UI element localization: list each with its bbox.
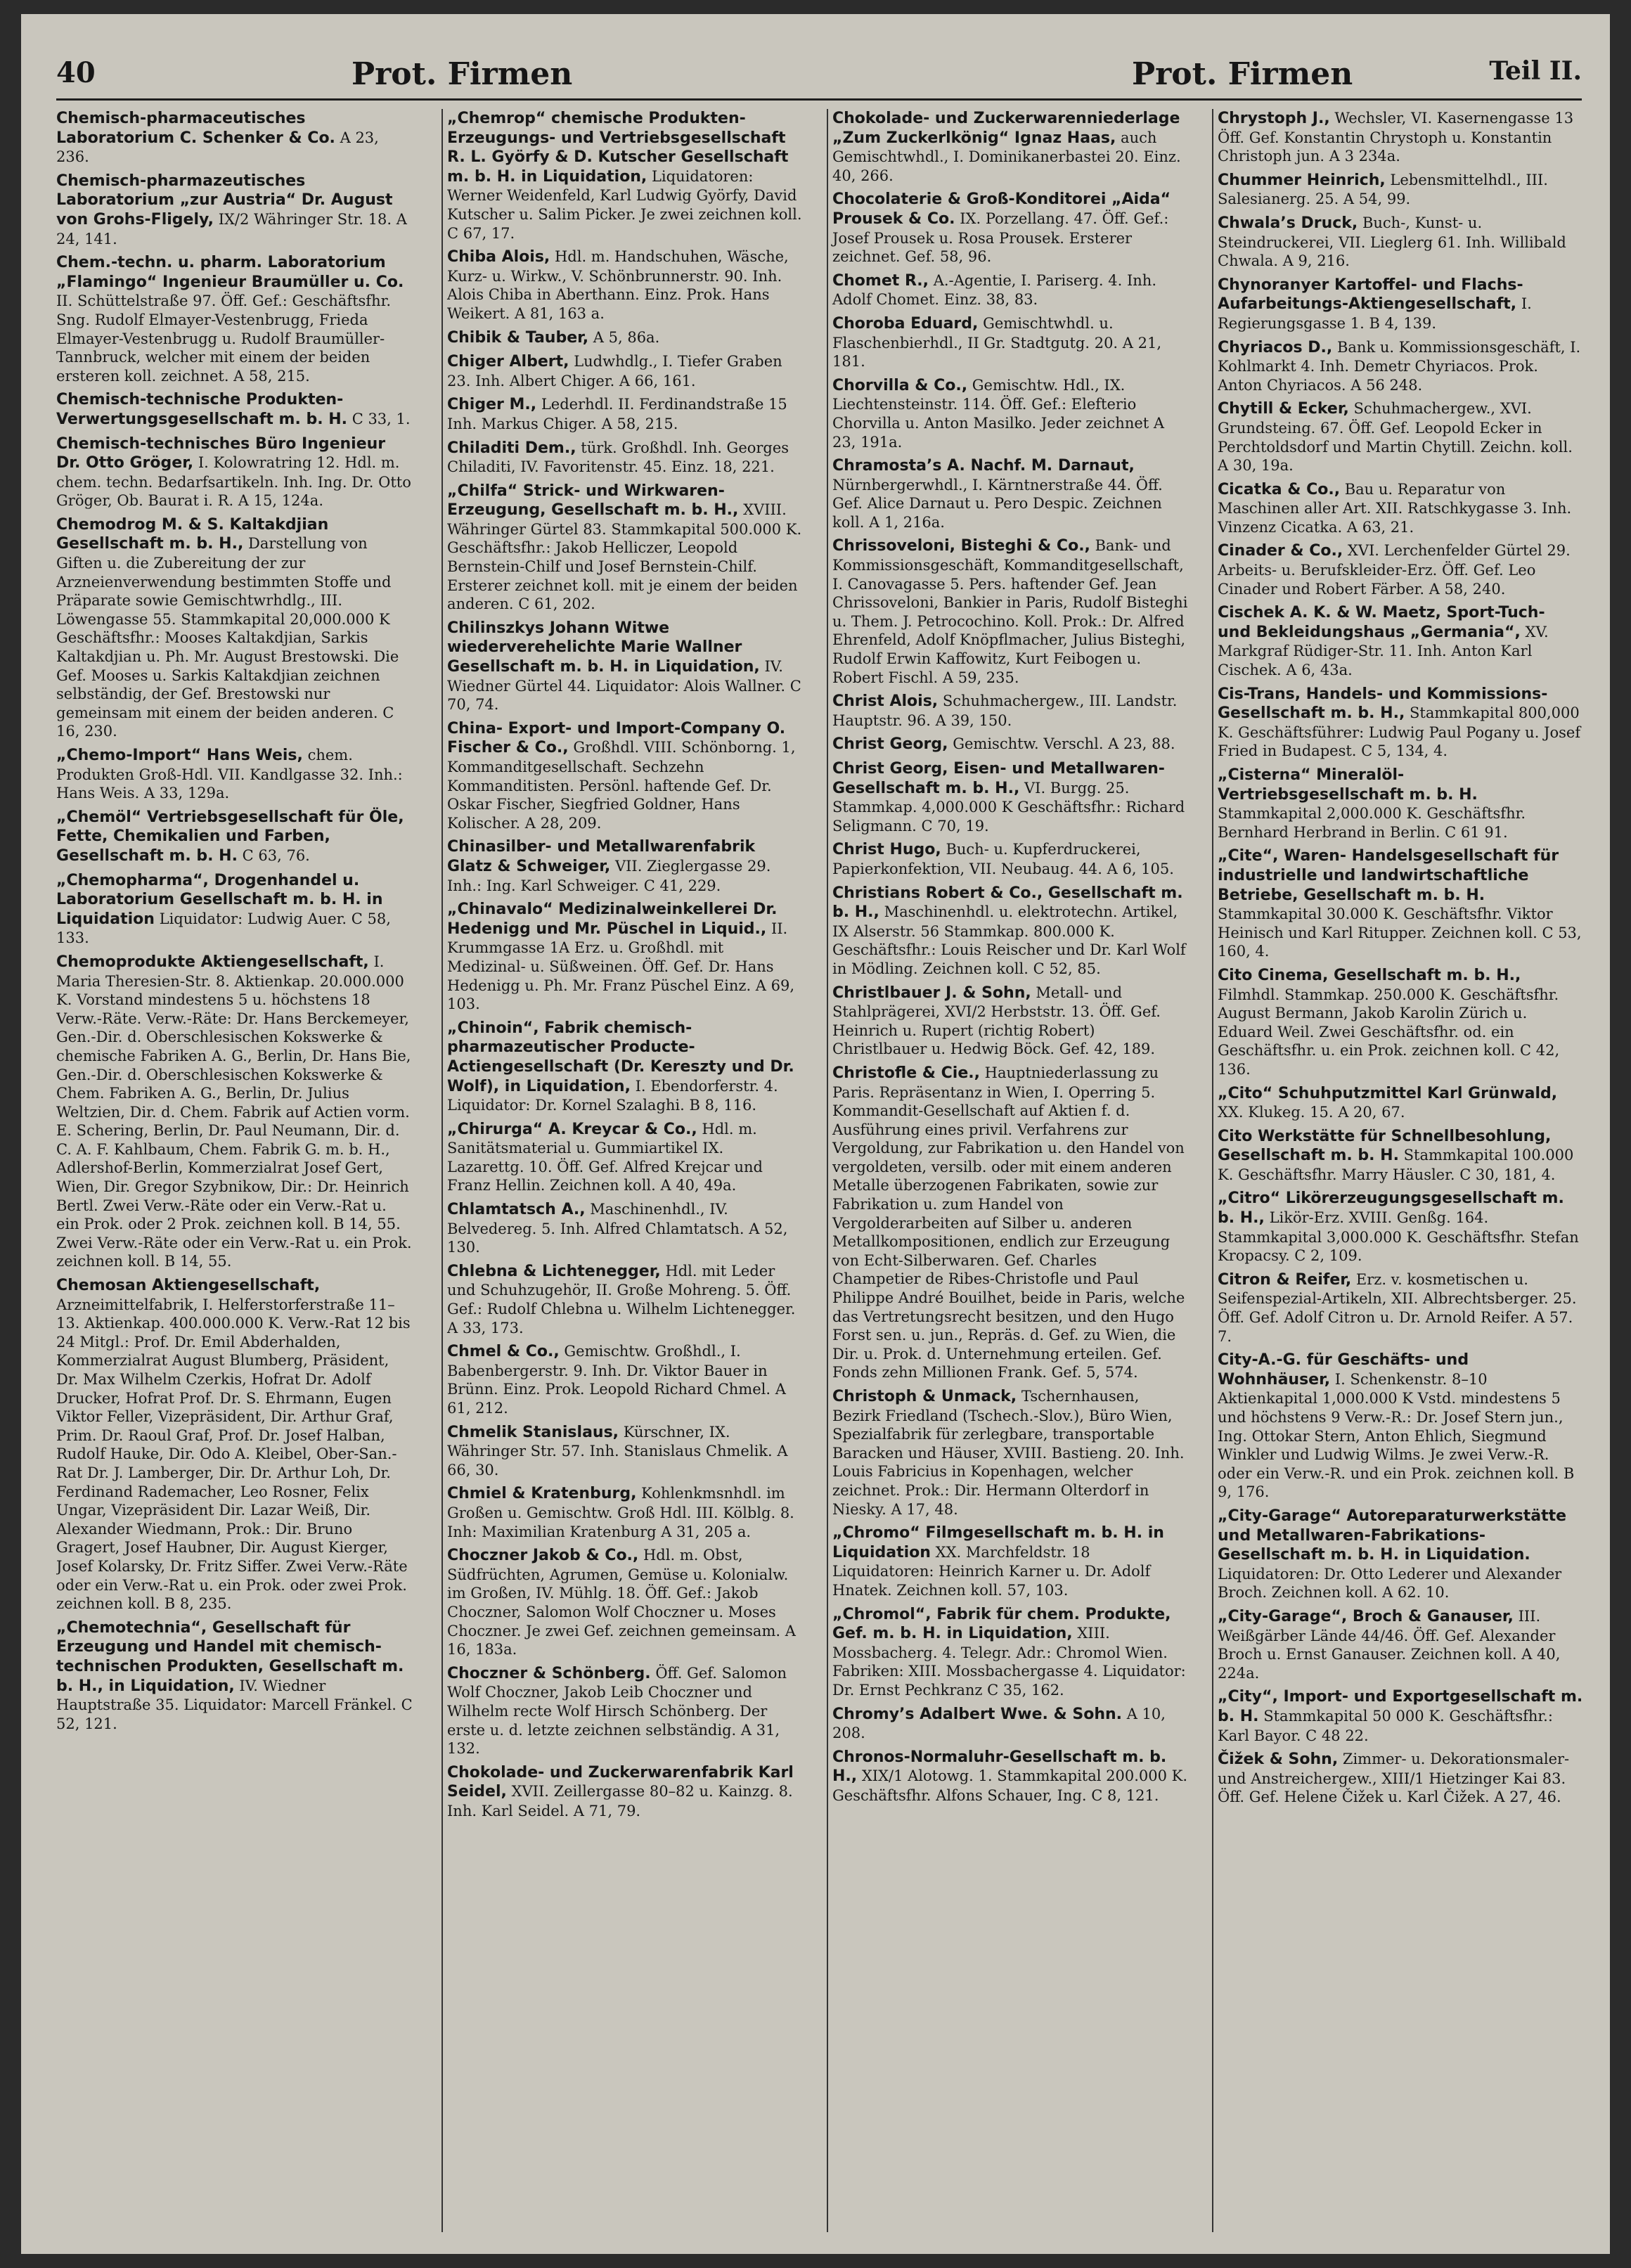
firm-name: Christians Robert & Co., Gesellschaft m. b. H., — [832, 884, 1183, 922]
directory-entry — [447, 352, 804, 390]
entry-details: I. Regierungsgasse 1. B 4, 139. — [1218, 295, 1532, 332]
directory-entry — [447, 1019, 804, 1115]
firm-name: Chmiel & Kratenburg, — [447, 1485, 637, 1503]
directory-entry — [447, 619, 804, 714]
directory-entry — [832, 735, 1190, 754]
entry-details: I. Kolowratring 12. Hdl. m. chem. techn. Bedarfsartikeln. Inh. Ing. Dr. Otto Gröger, Ob. Baurat i. R. A 15, 124a. — [56, 454, 411, 510]
firm-name: „Chemopharma“, Drogenhandel u. Laboratorium Gesellschaft m. b. H. in Liquidation — [56, 871, 383, 928]
firm-name: Christoph & Unmack, — [832, 1388, 1017, 1405]
directory-entry — [832, 109, 1190, 185]
directory-entry — [832, 271, 1190, 309]
firm-name: Chemisch-technische Produkten-Verwertungsgesellschaft m. b. H. — [56, 391, 348, 428]
entry-details: Bank- und Kommissionsgeschäft, Kommanditgesellschaft, I. Canovagasse 5. Pers. haftender Gef. Jean Chrissoveloni, Bankier in Paris, Rudolf Bisteghi u. Them. J. Petrocochino. Koll. Prok.: Dr. Alfred Ehrenfeld, Adolf Knöpflmacher, Julius Bisteghi, Rudolf Erwin Kaffowitz, Kurt Feibogen u. Robert Fischl. A 59, 235. — [832, 537, 1188, 686]
entry-details: Kohlenkmsnhdl. im Großen u. Gemischtw. Groß Hdl. III. Kölblg. 8. Inh: Maximilian Kratenburg A 31, 205 a. — [447, 1485, 794, 1540]
firm-name: Chlamtatsch A., — [447, 1201, 586, 1219]
directory-entry — [447, 1200, 804, 1257]
firm-name: Chrystoph J., — [1218, 110, 1330, 127]
directory-entry — [1218, 846, 1583, 961]
directory-entry — [832, 456, 1190, 531]
directory-entry — [1218, 1084, 1583, 1122]
entry-details: XIX/1 Alotowg. 1. Stammkapital 200.000 K. Geschäftsfhr. Alfons Schauer, Ing. C 8, 121. — [832, 1767, 1188, 1804]
firm-name: Chem.-techn. u. pharm. Laboratorium „Flamingo“ Ingenieur Braumüller u. Co. — [56, 254, 404, 291]
firm-name: „Chromol“, Fabrik für chem. Produkte, Gef. m. b. H. in Liquidation, — [832, 1605, 1171, 1643]
entry-details: Stammkapital 100.000 K. Geschäftsfhr. Marry Häusler. C 30, 181, 4. — [1218, 1147, 1574, 1183]
directory-entry — [1218, 276, 1583, 333]
firm-name: „City-Garage“, Broch & Ganauser, — [1218, 1607, 1514, 1625]
directory-entry — [56, 434, 413, 510]
directory-entry — [1218, 1351, 1583, 1502]
directory-entry — [447, 482, 804, 614]
entry-details: Maschinenhdl. u. elektrotechn. Artikel, IX Alserstr. 56 Stammkap. 800.000 K. Geschäftsfhr.: Louis Reischer und Dr. Karl Wolf in Mödling. Zeichnen koll. C 52, 85. — [832, 903, 1186, 977]
entry-details: Stammkapital 30.000 K. Geschäftsfhr. Viktor Heinisch und Karl Ritupper. Zeichnen koll. C 53, 160, 4. — [1218, 906, 1582, 960]
entry-details: Stammkapital 2,000.000 K. Geschäftsfhr. Bernhard Herbrand in Berlin. C 61 91. — [1218, 805, 1526, 841]
directory-entry — [56, 109, 413, 167]
firm-name: Chemoprodukte Aktiengesellschaft, — [56, 953, 369, 971]
firm-name: „Chemrop“ chemische Produkten-Erzeugungs- und Vertriebsgesellschaft R. L. Györfy & D. Kutscher Gesellschaft m. b. H. in Liquidation, — [447, 110, 789, 186]
entry-details: C 33, 1. — [352, 410, 411, 427]
entry-details: III. Weißgärber Lände 44/46. Öff. Gef. Alexander Broch u. Ernst Ganauser. Zeichnen koll. A 40, 224a. — [1218, 1607, 1561, 1682]
entry-details: Schuhmachergew., III. Landstr. Hauptstr. 96. A 39, 150. — [832, 692, 1178, 729]
firm-name: Chokolade- und Zuckerwarenfabrik Karl Seidel, — [447, 1763, 794, 1801]
directory-entry — [832, 759, 1190, 835]
firm-name: Cito Werkstätte für Schnellbesohlung, Gesellschaft m. b. H. — [1218, 1127, 1552, 1165]
firm-name: Chynoranyer Kartoffel- und Flachs-Aufarbeitungs-Aktiengesellschaft, — [1218, 276, 1523, 314]
firm-name: Chemosan Aktiengesellschaft, — [56, 1277, 321, 1295]
entry-details: Gemischtw. Hdl., IX. Liechtensteinstr. 114. Öff. Gef.: Elefterio Chorvilla u. Anton Masilko. Jeder zeichnet A 23, 191a. — [832, 376, 1165, 451]
directory-entry — [447, 247, 804, 323]
directory-entry — [1218, 1750, 1583, 1807]
entry-details: Liquidator: Ludwig Auer. C 58, 133. — [56, 910, 391, 947]
firm-name: Cicatka & Co., — [1218, 480, 1341, 498]
firm-name: Cischek A. K. & W. Maetz, Sport-Tuch- und Bekleidungshaus „Germania“, — [1218, 604, 1545, 641]
directory-entry — [1218, 171, 1583, 209]
firm-name: „Chilfa“ Strick- und Wirkwaren-Erzeugung, Gesellschaft m. b. H., — [447, 482, 739, 520]
firm-name: Chiger M., — [447, 396, 537, 414]
entry-details: Tschernhausen, Bezirk Friedland (Tschech.-Slov.), Büro Wien, Spezialfabrik für zerlegbare, transportable Baracken und Häuser, XVIII. Bastieng. 20. Inh. Louis Fabricius in Kopenhagen, welcher zeichnet. Prok.: Dir. Hermann Olterdorf in Niesky. A 17, 48. — [832, 1388, 1185, 1518]
directory-entry — [56, 515, 413, 741]
directory-entry — [1218, 766, 1583, 842]
directory-entry — [832, 1605, 1190, 1700]
directory-entry — [832, 1523, 1190, 1599]
column-3 — [827, 109, 1190, 2232]
firm-name: Chytill & Ecker, — [1218, 400, 1349, 418]
firm-name: Chocolaterie & Groß-Konditorei „Aida“ Prousek & Co. — [832, 191, 1171, 228]
firm-name: Cinader & Co., — [1218, 542, 1343, 560]
firm-name: Cito Cinema, Gesellschaft m. b. H., — [1218, 966, 1521, 984]
firm-name: „Chirurga“ A. Kreycar & Co., — [447, 1120, 697, 1138]
directory-entry — [447, 395, 804, 433]
directory-entry — [56, 253, 413, 385]
entry-details: chem. Produkten Groß-Hdl. VII. Kandlgasse 32. Inh.: Hans Weis. A 33, 129a. — [56, 747, 403, 802]
firm-name: Chilinszkys Johann Witwe wiederverehelichte Marie Wallner Gesellschaft m. b. H. in Liquidation, — [447, 619, 760, 676]
column-1 — [56, 109, 413, 2232]
directory-entry — [832, 984, 1190, 1059]
directory-entry — [832, 692, 1190, 730]
firm-name: Chronos-Normaluhr-Gesellschaft m. b. H., — [832, 1748, 1167, 1786]
directory-entry — [447, 719, 804, 833]
entry-details: Bau u. Reparatur von Maschinen aller Art. XII. Ratschkygasse 3. Inh. Vinzenz Cicatka. A 63, 21. — [1218, 480, 1572, 536]
directory-entry — [56, 746, 413, 803]
entry-details: Arzneimittelfabrik, I. Helferstorferstraße 11–13. Aktienkap. 400.000.000 K. Verw.-Rat 12 bis 24 Mitgl.: Prof. Dr. Emil Abderhalden, Kommerzialrat August Blumberg, Präsident, Dr. Max Wilhelm Czerkis, Hofrat Dr. Adolf Drucker, Hofrat Prof. Dr. S. Ehrmann, Eugen Viktor Feller, Vizepräsident, Dir. Arthur Graf, Prim. Dr. Raoul Graf, Prof. Dr. Josef Halban, Rudolf Hauke, Dir. Odo A. Kleibel, Ober-San.-Rat Dr. J. Lamberger, Dir. Dr. Arthur Loh, Dr. Ferdinand Rademacher, Leo Rosner, Felix Ungar, Vizepräsident Dir. Lazar Weiß, Dir. Alexander Wiedmann, Prok.: Dir. Bruno Gragert, Josef Haubner, Dir. August Kierger, Josef Kolarsky, Dr. Fritz Siffer. Zwei Verw.-Räte oder ein Verw.-Rat u. ein Prok. oder zwei Prok. zeichnen koll. B 8, 235. — [56, 1296, 411, 1613]
directory-entry — [56, 390, 413, 429]
directory-entry — [447, 900, 804, 1014]
entry-details: C 63, 76. — [242, 846, 310, 864]
entry-details: A 5, 86a. — [593, 328, 660, 346]
page-header — [56, 42, 1582, 101]
directory-entry — [447, 1120, 804, 1195]
directory-entry — [1218, 1127, 1583, 1185]
entry-details: VI. Burgg. 25. Stammkap. 4,000.000 K Geschäftsfhr.: Richard Seligmann. C 70, 19. — [832, 779, 1185, 835]
entry-details: XVII. Zeillergasse 80–82 u. Kainzg. 8. Inh. Karl Seidel. A 71, 79. — [447, 1783, 793, 1819]
directory-entry — [447, 1423, 804, 1480]
directory-entry — [56, 808, 413, 866]
directory-entry — [832, 1387, 1190, 1519]
directory-entry — [832, 536, 1190, 687]
firm-name: „Chemöl“ Vertriebsgesellschaft für Öle, Fette, Chemikalien und Farben, Gesellschaft m. b. H. — [56, 808, 404, 865]
firm-name: „Chemo-Import“ Hans Weis, — [56, 747, 303, 764]
entry-details: XVIII. Währinger Gürtel 83. Stammkapital 500.000 K. Geschäftsfhr.: Jakob Helliczer, Leopold Bernstein-Chilf und Josef Bernstein-Chilf. Ersterer zeichnet koll. mit je einem der beiden anderen. C 61, 202. — [447, 501, 802, 613]
firm-name: „Cite“, Waren- Handelsgesellschaft für industrielle und landwirtschaftliche Betriebe, Gesellschaft m. b. H. — [1218, 847, 1559, 904]
firm-name: Citron & Reifer, — [1218, 1270, 1352, 1289]
directory-entry — [1218, 1607, 1583, 1682]
entry-details: Ludwhdlg., I. Tiefer Graben 23. Inh. Albert Chiger. A 66, 161. — [447, 353, 782, 389]
entry-details: I. Schenkenstr. 8–10 Aktienkapital 1,000.000 K Vstd. mindestens 5 und höchstens 9 Verw.-R.: Dr. Josef Stern jun., Ing. Ottokar Stern, Anton Ehlich, Siegmund Winkler und Ludwig Wilms. Je zwei Verw.-R. oder ein Verw.-R. und ein Prok. zeichnen koll. B 9, 176. — [1218, 1370, 1575, 1501]
entry-details: II. Schüttelstraße 97. Öff. Gef.: Geschäftsfhr. Sng. Rudolf Elmayer-Vestenbrugg, Frieda Elmayer-Vestenbrugg u. Rudolf Braumüller-Tannbruck, welcher mit einem der beiden ersteren koll. zeichnet. A 58, 215. — [56, 292, 392, 385]
entry-details: XV. Markgraf Rüdiger-Str. 11. Inh. Anton Karl Cischek. A 6, 43a. — [1218, 623, 1549, 679]
entry-details: Hdl. m. Handschuhen, Wäsche, Kurz- u. Wirkw., V. Schönbrunnerstr. 90. Inh. Alois Chiba in Aberthann. Einz. Prok. Hans Weikert. A 81, 163 a. — [447, 248, 789, 322]
entry-details: IV. Wiedner Hauptstraße 35. Liquidator: Marcell Fränkel. C 52, 121. — [56, 1677, 413, 1732]
directory-entry — [1218, 109, 1583, 166]
firm-name: Chinasilber- und Metallwarenfabrik Glatz & Schweiger, — [447, 838, 756, 875]
directory-entry — [832, 190, 1190, 266]
entry-details: I. Ebendorferstr. 4. Liquidator: Dr. Kornel Szalaghi. B 8, 116. — [447, 1077, 778, 1114]
entry-details: Buch-, Kunst- u. Steindruckerei, VII. Lieglerg 61. Inh. Willibald Chwala. A 9, 216. — [1218, 214, 1566, 270]
firm-name: Choroba Eduard, — [832, 314, 979, 333]
entry-details: A 23, 236. — [56, 129, 379, 166]
firm-name: Christ Alois, — [832, 692, 939, 711]
page-number: 40 — [56, 56, 96, 89]
directory-entry — [56, 1618, 413, 1734]
firm-name: „Cisterna“ Mineralöl-Vertriebsgesellschaft m. b. H. — [1218, 766, 1478, 804]
entry-details: IX. Porzellang. 47. Öff. Gef.: Josef Prousek u. Rosa Prousek. Ersterer zeichnet. Gef. 58, 96. — [832, 210, 1169, 266]
directory-entry — [1218, 214, 1583, 271]
entry-details: türk. Großhdl. Inh. Georges Chiladiti, IV. Favoritenstr. 45. Einz. 18, 221. — [447, 439, 789, 476]
firm-name: Chwala’s Druck, — [1218, 214, 1358, 232]
directory-page — [21, 14, 1610, 2254]
directory-entry — [447, 439, 804, 477]
firm-name: Chiladiti Dem., — [447, 439, 576, 457]
entry-details: Stammkapital 50 000 K. Geschäftsfhr.: Karl Bayor. C 48 22. — [1218, 1707, 1553, 1744]
directory-entry — [832, 1705, 1190, 1743]
directory-entry — [1218, 603, 1583, 679]
firm-name: Chorvilla & Co., — [832, 376, 968, 394]
directory-entry — [832, 314, 1190, 371]
firm-name: Christ Georg, — [832, 735, 948, 754]
firm-name: China- Export- und Import-Company O. Fischer & Co., — [447, 719, 786, 757]
firm-name: Cis-Trans, Handels- und Kommissions-Gesellschaft m. b. H., — [1218, 685, 1548, 723]
entry-details: Gemischtw. Großhdl., I. Babenbergerstr. 9. Inh. Dr. Viktor Bauer in Brünn. Einz. Prok. Leopold Richard Chmel. A 61, 212. — [447, 1343, 786, 1417]
firm-name: „Chinavalo“ Medizinalweinkellerei Dr. Hedenigg und Mr. Püschel in Liquid., — [447, 901, 778, 938]
directory-entry — [447, 1262, 804, 1337]
directory-entry — [832, 1064, 1190, 1382]
directory-entry — [1218, 1507, 1583, 1602]
directory-entry — [447, 1546, 804, 1659]
entry-details: IV. Wiedner Gürtel 44. Liquidator: Alois Wallner. C 70, 74. — [447, 658, 801, 714]
directory-entry — [447, 328, 804, 348]
entry-details: Bank u. Kommissionsgeschäft, I. Kohlmarkt 4. Inh. Demetr Chyriacos. Prok. Anton Chyriacos. A 56 248. — [1218, 338, 1581, 394]
entry-details: Likör-Erz. XVIII. Genßg. 164. Stammkapital 3,000.000 K. Geschäftsfhr. Stefan Kropacsy. C 2, 109. — [1218, 1209, 1579, 1265]
firm-name: Christ Georg, Eisen- und Metallwaren-Gesellschaft m. b. H., — [832, 760, 1165, 797]
directory-entry — [1218, 1270, 1583, 1346]
directory-entry — [447, 837, 804, 895]
firm-name: Chmel & Co., — [447, 1343, 560, 1361]
directory-entry — [56, 953, 413, 1271]
firm-name: „Chinoin“, Fabrik chemisch-pharmazeutischer Producte-Actiengesellschaft (Dr. Kereszty und Dr. Wolf), in Liquidation, — [447, 1019, 794, 1095]
firm-name: „Citro“ Likörerzeugungsgesellschaft m. b. H., — [1218, 1190, 1564, 1228]
firm-name: Chibik & Tauber, — [447, 328, 589, 347]
entry-details: Lebensmittelhdl., III. Salesianerg. 25. A 54, 99. — [1218, 171, 1548, 208]
entry-details: II. Krummgasse 1A Erz. u. Großhdl. mit Medizinal- u. Süßweinen. Öff. Gef. Dr. Hans Hedenigg u. Ph. Mr. Franz Püschel Einz. A 69, 103. — [447, 920, 795, 1013]
entry-details: Gemischtw. Verschl. A 23, 88. — [953, 735, 1175, 753]
entry-details: Großhdl. VIII. Schönborng. 1, Kommanditgesellschaft. Sechzehn Kommanditisten. Persönl. haftende Gef. Dr. Oskar Fischer, Siegfried Goldner, Hans Kolischer. A 28, 209. — [447, 739, 796, 832]
entry-details: Erz. v. kosmetischen u. Seifenspezial-Artikeln, XII. Albrechtsberger. 25. Öff. Gef. Adolf Citron u. Dr. Arnold Reifer. A 57. 7. — [1218, 1270, 1577, 1345]
directory-entry — [56, 172, 413, 248]
directory-entry — [1218, 685, 1583, 761]
firm-name: Chokolade- und Zuckerwarenniederlage „Zum Zuckerlkönig“ Ignaz Haas, — [832, 110, 1180, 147]
entry-details: XX. Klukeg. 15. A 20, 67. — [1218, 1104, 1405, 1121]
entry-details: Lederhdl. II. Ferdinandstraße 15 Inh. Markus Chiger. A 58, 215. — [447, 396, 787, 432]
firm-name: Chiger Albert, — [447, 353, 569, 371]
firm-name: „Chromo“ Filmgesellschaft m. b. H. in Liquidation — [832, 1524, 1164, 1561]
entry-details: Filmhdl. Stammkap. 250.000 K. Geschäftsfhr. August Bermann, Jakob Karolin Zürich u. Eduard Weil. Zwei Geschäftsfhr. od. ein Geschäftsfhr. u. ein Prok. zeichnen koll. C 42, 136. — [1218, 986, 1560, 1078]
firm-name: Chromy’s Adalbert Wwe. & Sohn. — [832, 1705, 1123, 1723]
entry-details: Öff. Gef. Salomon Wolf Choczner, Jakob Leib Choczner und Wilhelm recte Wolf Hirsch Schönberg. Der erste u. d. letzte zeichnen selbständig. A 31, 132. — [447, 1664, 787, 1758]
firm-name: Chemisch-technisches Büro Ingenieur Dr. Otto Gröger, — [56, 434, 386, 472]
entry-details: VII. Zieglergasse 29. Inh.: Ing. Karl Schweiger. C 41, 229. — [447, 857, 771, 894]
firm-name: „City“, Import- und Exportgesellschaft m. b. H. — [1218, 1688, 1583, 1725]
firm-name: Chmelik Stanislaus, — [447, 1423, 619, 1441]
firm-name: Chomet R., — [832, 271, 929, 290]
firm-name: Choczner Jakob & Co., — [447, 1547, 639, 1565]
directory-entry — [832, 376, 1190, 451]
entry-details: Schuhmachergew., XVI. Grundsteing. 67. Öff. Gef. Leopold Ecker in Perchtoldsdorf und Martin Chytill. Zeichn. koll. A 30, 19a. — [1218, 400, 1573, 475]
directory-entry — [832, 884, 1190, 979]
entry-details: Gemischtwhdl. u. Flaschenbierhdl., II Gr. Stadtgutg. 20. A 21, 181. — [832, 314, 1162, 371]
directory-entry — [832, 840, 1190, 878]
firm-name: City-A.-G. für Geschäfts- und Wohnhäuser, — [1218, 1351, 1469, 1388]
firm-name: Chiba Alois, — [447, 248, 550, 266]
column-4 — [1212, 109, 1583, 2232]
firm-name: Chummer Heinrich, — [1218, 171, 1386, 189]
entry-details: Hdl. m. Obst, Südfrüchten, Agrumen, Gemüse u. Kolonialw. im Großen, IV. Mühlg. 18. Öff. Gef.: Jakob Choczner, Salomon Wolf Choczner u. Moses Choczner. Je zwei Gef. zeichnen gemeinsam. A 16, 183a. — [447, 1547, 796, 1658]
entry-details: Darstellung von Giften u. die Zubereitung der zur Arzneienverwendung bestimmten Stoffe und Präparate sowie Gemischtwrhdlg., III. Löwengasse 55. Stammkapital 20,000.000 K Geschäftsfhr.: Mooses Kaltakdjian, Sarkis Kaltakdjian u. Ph. Mr. August Brestowski. Die Gef. Mooses u. Sarkis Kaltakdjian zeichnen selbständig, der Gef. Brestowski nur gemeinsam mit einem der beiden anderen. C 16, 230. — [56, 535, 399, 740]
firm-name: Chemodrog M. & S. Kaltakdjian Gesellschaft m. b. H., — [56, 515, 329, 553]
directory-entry — [832, 1748, 1190, 1805]
entry-details: A 10, 208. — [832, 1705, 1166, 1742]
firm-name: Chyriacos D., — [1218, 338, 1333, 356]
entry-details: Hdl. m. Sanitätsmaterial u. Gummiartikel IX. Lazarettg. 10. Öff. Gef. Alfred Krejcar und Franz Hellin. Zeichnen koll. A 40, 49a. — [447, 1120, 763, 1194]
directory-entry — [447, 1484, 804, 1541]
firm-name: Chrissoveloni, Bisteghi & Co., — [832, 537, 1090, 555]
directory-entry — [1218, 480, 1583, 537]
entry-details: Hauptniederlassung zu Paris. Repräsentanz in Wien, I. Operring 5. Kommandit-Gesellschaft auf Aktien f. d. Ausführung eines privil. Verfahrens zur Vergoldung, zur Fabrikation u. den Handel von vergoldeten, versilb. oder mit einem anderen Metalle überzogenen Fabrikaten, sowie zur Fabrikation u. zum Handel von Vergolderarbeiten auf Silber u. anderen Metallkompositionen, endlich zur Erzeugung von Echt-Silberwaren. Gef. Charles Champetier de Ribes-Christofle und Paul Philippe André Bouilhet, beide in Paris, welche das Vertretungsrecht besitzen, und den Hugo Forst sen. u. jun., Repräs. d. Gef. zu Wien, die Dir. u. Prok. d. Unternehmung erteilen. Gef. Fonds zehn Millionen Frank. Gef. 5, 574. — [832, 1064, 1185, 1381]
entry-details: XVI. Lerchenfelder Gürtel 29. Arbeits- u. Berufskleider-Erz. Öff. Gef. Leo Cinader und Robert Färber. A 58, 240. — [1218, 542, 1571, 598]
firm-name: Čižek & Sohn, — [1218, 1751, 1339, 1769]
part-label: Teil II. — [1489, 56, 1582, 86]
entry-details: Metall- und Stahlprägerei, XVI/2 Herbststr. 13. Öff. Gef. Heinrich u. Rupert (richtig Robert) Christlbauer u. Hedwig Böck. Gef. 42, 189. — [832, 984, 1161, 1058]
column-2 — [441, 109, 804, 2232]
directory-entry — [1218, 399, 1583, 475]
entry-details: Hdl. mit Leder und Schuhzugehör, II. Große Mohreng. 5. Öff. Gef.: Rudolf Chlebna u. Wilhelm Lichtenegger. A 33, 173. — [447, 1262, 796, 1336]
firm-name: Chlebna & Lichtenegger, — [447, 1262, 661, 1280]
directory-entry — [447, 1763, 804, 1821]
directory-entry — [447, 109, 804, 243]
firm-name: Christofle & Cie., — [832, 1064, 980, 1082]
directory-entry — [447, 1664, 804, 1758]
running-title-right: Prot. Firmen — [1132, 56, 1353, 92]
directory-entry — [56, 871, 413, 948]
entry-details: Kürschner, IX. Währinger Str. 57. Inh. Stanislaus Chmelik. A 66, 30. — [447, 1423, 788, 1478]
entry-details: Maschinenhdl., IV. Belvedereg. 5. Inh. Alfred Chlamtatsch. A 52, 130. — [447, 1201, 788, 1256]
directory-entry — [447, 1342, 804, 1417]
directory-entry — [1218, 1189, 1583, 1265]
entry-details: Stammkapital 800,000 K. Geschäftsführer: Ludwig Paul Pogany u. Josef Fried in Budapest. C 5, 134, 4. — [1218, 704, 1581, 760]
firm-name: „City-Garage“ Autoreparaturwerkstätte und Metallwaren-Fabrikations-Gesellschaft m. b. H. in Liquidation. — [1218, 1507, 1567, 1564]
entry-details: Wechsler, VI. Kasernengasse 13 Öff. Gef. Konstantin Chrystoph u. Konstantin Christoph jun. A 3 234a. — [1218, 110, 1574, 165]
firm-name: Chemisch-pharmaceutisches Laboratorium C. Schenker & Co. — [56, 110, 335, 147]
firm-name: „Cito“ Schuhputzmittel Karl Grünwald, — [1218, 1084, 1558, 1102]
firm-name: Choczner & Schönberg. — [447, 1664, 651, 1682]
entry-details: Nürnbergerwhdl., I. Kärntnerstraße 44. Öff. Gef. Alice Darnaut u. Pero Despic. Zeichnen koll. A 1, 216a. — [832, 476, 1163, 531]
firm-name: Chramosta’s A. Nachf. M. Darnaut, — [832, 457, 1135, 475]
entry-details: I. Maria Theresien-Str. 8. Aktienkap. 20.000.000 K. Vorstand mindestens 5 u. höchstens 18 Verw.-Räte. Verw.-Räte: Dr. Hans Berckemeyer, Gen.-Dir. d. Oberschlesischen Kokswerke & chemische Fabriken A. G., Berlin, Dr. Hans Bie, Gen.-Dir. d. Oberschlesischen Kokswerke & Chem. Fabriken A. G., Berlin, Dr. Julius Weltzien, Dir. d. Chem. Fabrik auf Actien vorm. E. Schering, Berlin, Dr. Paul Neumann, Dir. d. C. A. F. Kahlbaum, Chem. Fabrik G. m. b. H., Adlershof-Berlin, Kommerzialrat Josef Gert, Wien, Dir. Gregor Szybnikow, Dir.: Dr. Heinrich Bertl. Zwei Verw.-Räte oder ein Verw.-Rat u. ein Prok. oder 2 Prok. zeichnen koll. B 14, 55. Zwei Verw.-Räte oder ein Verw.-Rat u. ein Prok. zeichnen koll. B 14, 55. — [56, 953, 412, 1270]
directory-entry — [56, 1276, 413, 1613]
firm-name: „Chemotechnia“, Gesellschaft für Erzeugung und Handel mit chemisch-technischen Produkten, Gesellschaft m. b. H., in Liquidation, — [56, 1618, 404, 1695]
directory-entry — [1218, 541, 1583, 598]
firm-name: Christ Hugo, — [832, 841, 941, 859]
running-title-left: Prot. Firmen — [352, 56, 573, 92]
entry-details: auch Gemischtwhdl., I. Dominikanerbastei 20. Einz. 40, 266. — [832, 129, 1181, 184]
entry-details: Zimmer- u. Dekorationsmaler- und Anstreichergew., XIII/1 Hietzinger Kai 83. Öff. Gef. Helene Čižek u. Karl Čižek. A 27, 46. — [1218, 1751, 1570, 1806]
entry-details: Liquidatoren: Dr. Otto Lederer und Alexander Broch. Zeichnen koll. A 62. 10. — [1218, 1565, 1562, 1602]
entry-details: A.-Agentie, I. Pariserg. 4. Inh. Adolf Chomet. Einz. 38, 83. — [832, 271, 1157, 309]
directory-entry — [1218, 966, 1583, 1079]
entry-details: IX/2 Währinger Str. 18. A 24, 141. — [56, 210, 407, 247]
firm-name: Chemisch-pharmazeutisches Laboratorium „zur Austria“ Dr. August von Grohs-Fligely, — [56, 172, 393, 228]
entry-details: XX. Marchfeldstr. 18 Liquidatoren: Heinrich Karner u. Dr. Adolf Hnatek. Zeichnen koll. 57, 103. — [832, 1543, 1151, 1599]
entry-details: Liquidatoren: Werner Weidenfeld, Karl Ludwig Györfy, David Kutscher u. Salim Picker. Je zwei zeichnen koll. C 67, 17. — [447, 167, 802, 242]
entry-details: Buch- u. Kupferdruckerei, Papierkonfektion, VII. Neubaug. 44. A 6, 105. — [832, 841, 1174, 877]
directory-entry — [1218, 338, 1583, 395]
firm-name: Christlbauer J. & Sohn, — [832, 984, 1031, 1002]
directory-entry — [1218, 1687, 1583, 1745]
entry-details: XIII. Mossbacherg. 4. Telegr. Adr.: Chromol Wien. Fabriken: XIII. Mossbachergasse 4. Liquidator: Dr. Ernst Pechkranz C 35, 162. — [832, 1625, 1186, 1699]
